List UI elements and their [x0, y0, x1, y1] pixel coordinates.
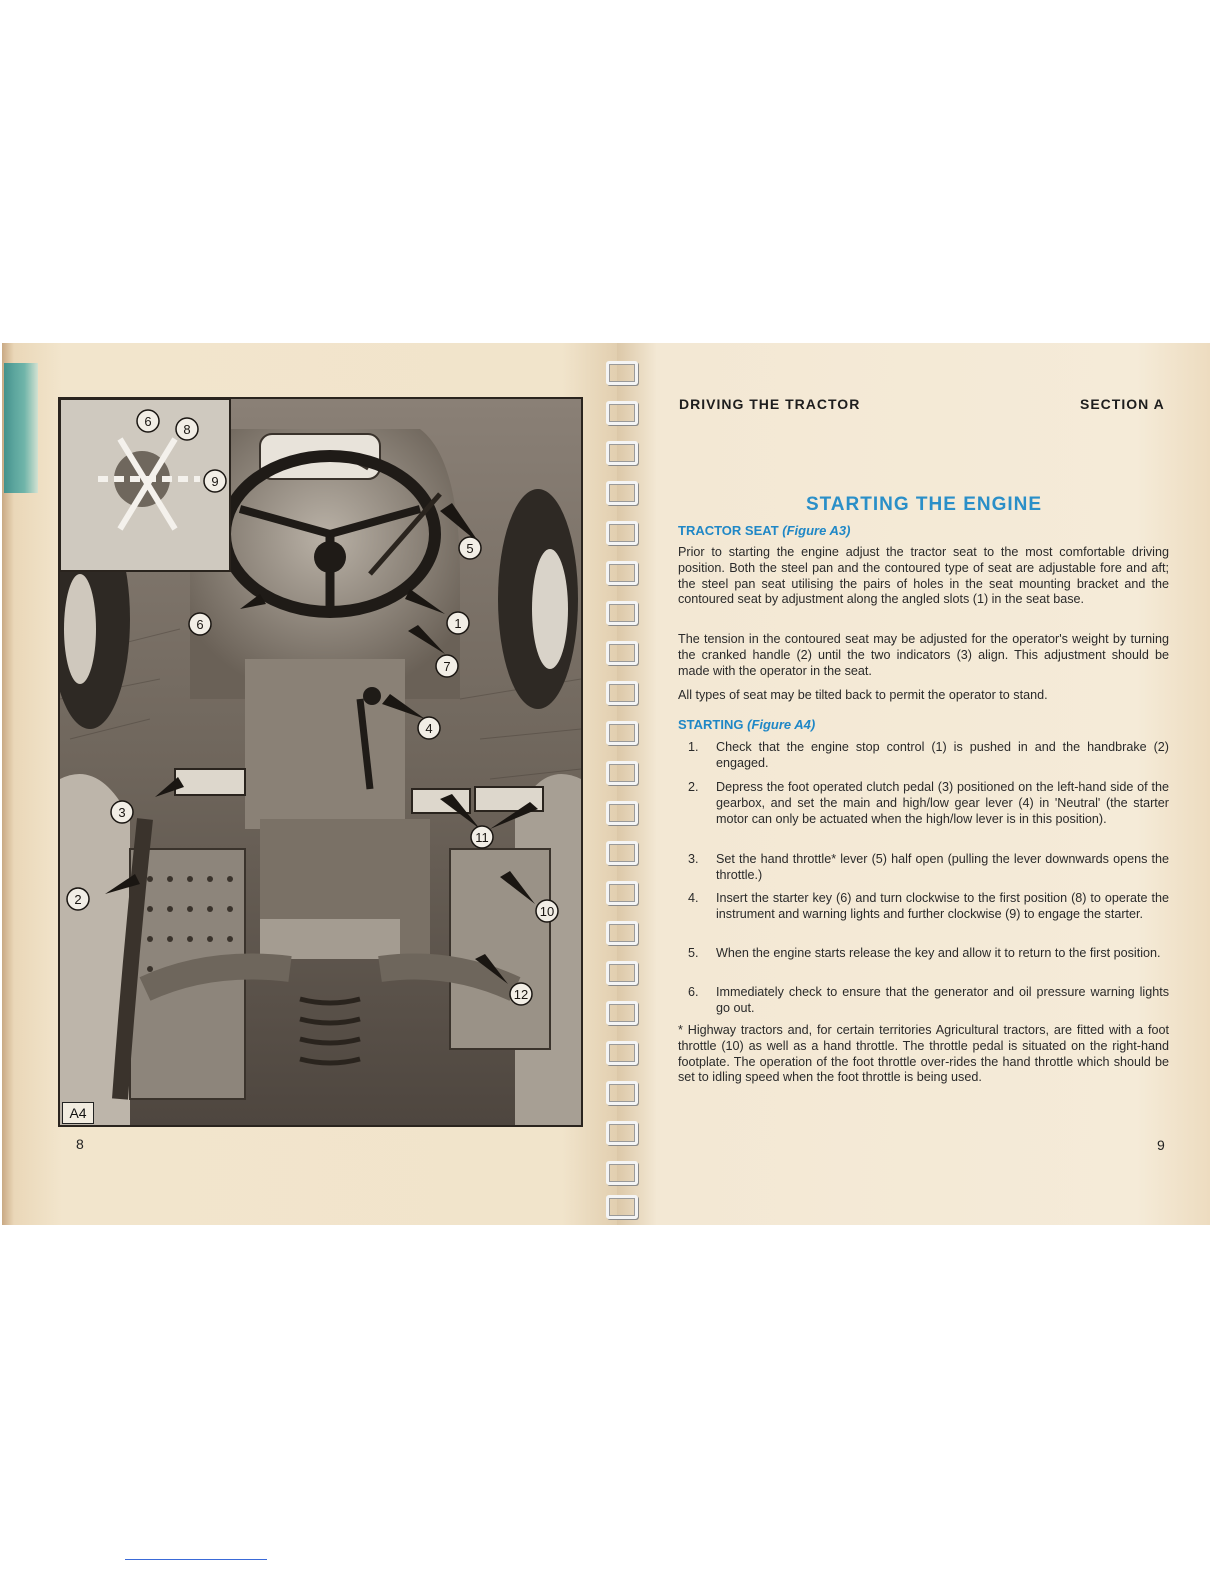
callout-6a [137, 410, 159, 432]
page-number-left: 8 [76, 1136, 84, 1152]
step-item [688, 852, 1169, 884]
callout-11 [471, 826, 493, 848]
running-header-title: DRIVING THE TRACTOR [679, 396, 861, 412]
running-header-section: SECTION A [1080, 396, 1165, 412]
callout-2 [67, 888, 89, 910]
tractor-controls-illustration [60, 399, 581, 1125]
callout-1 [447, 612, 469, 634]
svg-text:12: 12 [513, 987, 529, 1002]
figure-label: A4 [62, 1102, 94, 1124]
svg-text:7: 7 [443, 659, 451, 674]
divider-line [125, 1559, 267, 1560]
section-tab [4, 363, 38, 493]
tractor-seat-figure-ref: (Figure A3) [782, 523, 851, 538]
page-title: STARTING THE ENGINE [805, 494, 1043, 515]
svg-text:6: 6 [144, 414, 152, 429]
step-text: Insert the starter key (6) and turn clockwise to the first position (8) to operate the instrument and warning lights and further clockwise (9) to engage the starter. [716, 891, 1169, 921]
seat-paragraph-1: Prior to starting the engine adjust the tractor seat to the most comfortable driving position. Both the steel pan and the contoured type of seat are adjustable fore and aft; the steel pan seat utilising the pairs of holes in the seat mounting bracket and the contoured seat by adjustment along the angled slots (1) in the seat base. [678, 545, 1169, 607]
tractor-controls-photo [58, 397, 583, 1127]
step-text: Set the hand throttle* lever (5) half open (pulling the lever downwards opens the throttle.) [716, 852, 1169, 882]
seat-paragraph-2: The tension in the contoured seat may be adjusted for the operator's weight by turning the cranked handle (2) until the two indicators (3) align. This adjustment should be made with the operator in the seat. [678, 632, 1169, 678]
step-item [688, 780, 1169, 827]
spiral-binding [606, 343, 636, 1225]
step-item [688, 740, 1169, 772]
callout-7 [436, 655, 458, 677]
starting-heading [678, 717, 815, 732]
svg-text:5: 5 [466, 541, 474, 556]
tractor-seat-heading [678, 523, 850, 538]
step-number: 6. [688, 985, 699, 999]
step-number: 4. [688, 891, 699, 905]
step-text: Check that the engine stop control (1) is pushed in and the handbrake (2) engaged. [716, 740, 1169, 770]
svg-text:3: 3 [118, 805, 126, 820]
step-item [688, 985, 1169, 1017]
svg-text:6: 6 [196, 617, 204, 632]
callout-10 [536, 900, 558, 922]
callout-6b [189, 613, 211, 635]
tractor-seat-heading-text: TRACTOR SEAT [678, 523, 779, 538]
svg-text:4: 4 [425, 721, 433, 736]
step-item [688, 946, 1169, 962]
svg-text:10: 10 [539, 904, 555, 919]
callout-5 [459, 537, 481, 559]
step-text: Immediately check to ensure that the generator and oil pressure warning lights go out. [716, 985, 1169, 1015]
callout-9 [204, 470, 226, 492]
svg-text:11: 11 [475, 830, 489, 845]
starting-figure-ref: (Figure A4) [747, 717, 816, 732]
svg-text:9: 9 [211, 474, 219, 489]
step-number: 3. [688, 852, 699, 866]
seat-paragraph-3: All types of seat may be tilted back to permit the operator to stand. [678, 688, 1048, 702]
step-text: When the engine starts release the key and allow it to return to the first position. [716, 946, 1161, 960]
callout-3 [111, 801, 133, 823]
svg-text:8: 8 [183, 422, 191, 437]
svg-text:2: 2 [74, 892, 82, 907]
step-item [688, 891, 1169, 923]
step-text: Depress the foot operated clutch pedal (3) positioned on the left-hand side of the gearbox, and set the main and high/low gear lever (4) in 'Neutral' (the starter motor can only be actuated when the high/low lever is in this position). [716, 780, 1169, 826]
callout-4 [418, 717, 440, 739]
starting-heading-text: STARTING [678, 717, 744, 732]
step-number: 2. [688, 780, 699, 794]
svg-text:1: 1 [454, 616, 462, 631]
callout-8 [176, 418, 198, 440]
page-number-right: 9 [1157, 1137, 1165, 1153]
footnote: * Highway tractors and, for certain territories Agricultural tractors, are fitted with a foot throttle (10) as well as a hand throttle. The throttle pedal is situated on the right-hand footplate. The operation of the foot throttle over-rides the hand throttle which should be set to idling speed when the foot throttle is being used. [678, 1023, 1169, 1085]
step-number: 1. [688, 740, 699, 754]
callout-12 [510, 983, 532, 1005]
step-number: 5. [688, 946, 699, 960]
